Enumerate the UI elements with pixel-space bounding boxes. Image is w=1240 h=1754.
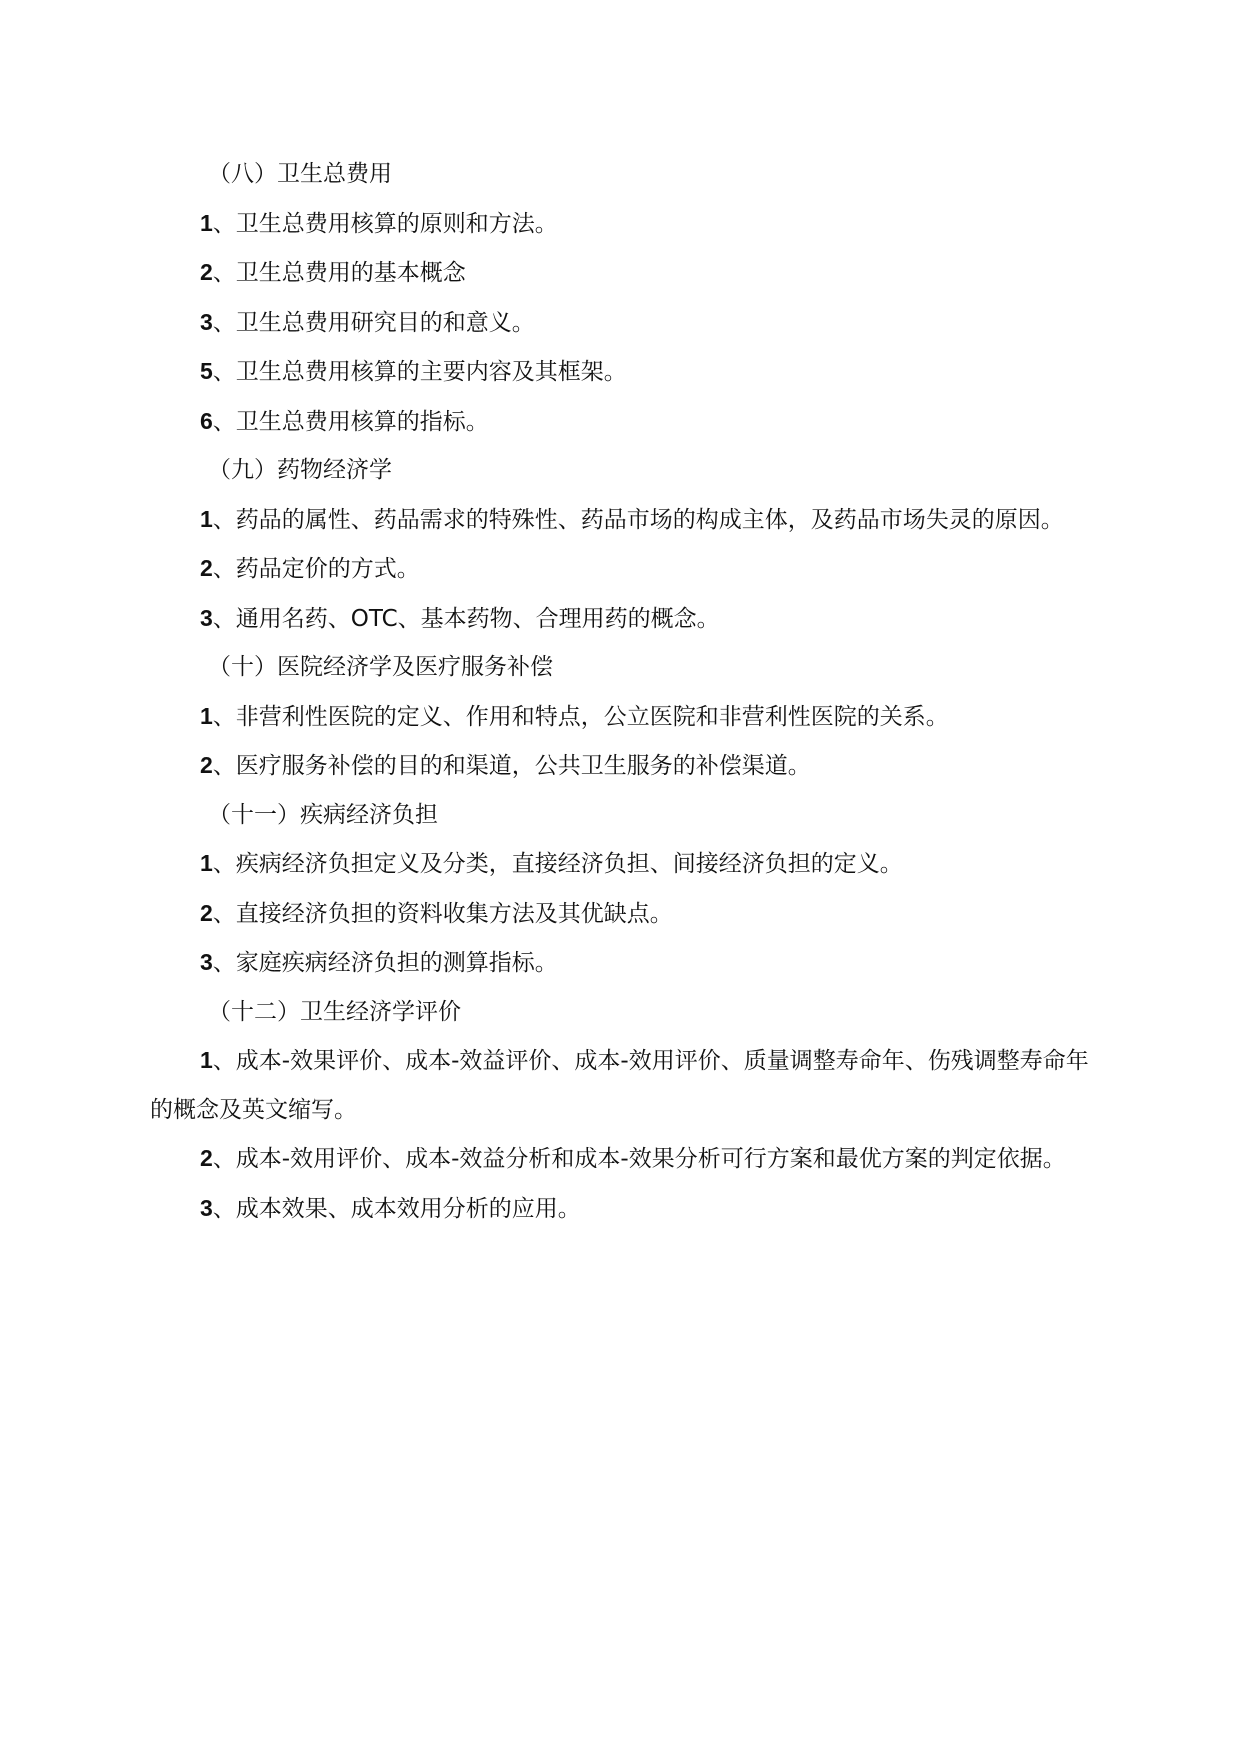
list-item (150, 1036, 1100, 1134)
item-text: 、家庭疾病经济负担的测算指标。 (212, 950, 558, 976)
item-text: 、成本效果、成本效用分析的应用。 (212, 1195, 581, 1222)
list-item (150, 1134, 1100, 1184)
item-text: 、药品的属性、药品需求的特殊性、药品市场的构成主体，及药品市场失灵的原因。 (212, 506, 1064, 533)
item-number: 2 (200, 752, 213, 778)
section-heading-10: （十）医院经济学及医疗服务补偿 (208, 654, 553, 680)
item-number: 1 (200, 1047, 213, 1073)
list-item (150, 248, 1100, 298)
item-number: 3 (200, 1194, 213, 1221)
item-text: 、成本-效用评价、成本-效益分析和成本-效果分析可行方案和最优方案的判定依据。 (212, 1146, 1066, 1172)
list-item (150, 692, 1100, 742)
list-item (150, 347, 1100, 397)
item-number: 2 (200, 1145, 213, 1171)
item-text: 、直接经济负担的资料收集方法及其优缺点。 (212, 900, 673, 927)
item-text: 、通用名药、OTC、基本药物、合理用药的概念。 (212, 605, 720, 632)
item-number: 1 (200, 209, 213, 236)
section-heading-11: （十一）疾病经济负担 (208, 801, 438, 828)
list-item (150, 298, 1100, 348)
item-number: 3 (200, 949, 213, 975)
section-heading-8: （八）卫生总费用 (208, 161, 392, 187)
list-item (150, 889, 1100, 939)
item-text: 、成本-效果评价、成本-效益评价、成本-效用评价、质量调整寿命年、伤残调整寿命年的概念及英文缩写。 (150, 1048, 1089, 1123)
item-number: 2 (200, 899, 213, 926)
item-number: 1 (200, 850, 213, 876)
section-heading-12: （十二）卫生经济学评价 (208, 998, 461, 1025)
item-number: 3 (200, 308, 213, 335)
item-text: 、非营利性医院的定义、作用和特点，公立医院和非营利性医院的关系。 (212, 703, 949, 730)
item-number: 2 (200, 555, 213, 581)
item-text: 、疾病经济负担定义及分类，直接经济负担、间接经济负担的定义。 (212, 851, 903, 877)
section-heading-9: （九）药物经济学 (208, 457, 392, 483)
item-text: 、药品定价的方式。 (212, 556, 420, 582)
list-item (150, 397, 1100, 447)
list-item (150, 1184, 1100, 1234)
document-body (150, 150, 1100, 1233)
item-text: 、卫生总费用核算的主要内容及其框架。 (212, 359, 627, 385)
item-number: 1 (200, 505, 213, 532)
item-text: 、卫生总费用研究目的和意义。 (212, 309, 535, 336)
item-text: 、卫生总费用核算的原则和方法。 (212, 210, 558, 237)
list-item (150, 495, 1100, 545)
list-item (150, 741, 1100, 791)
item-text: 、卫生总费用的基本概念 (212, 260, 466, 286)
list-item (150, 938, 1100, 988)
item-number: 1 (200, 702, 213, 729)
list-item (150, 594, 1100, 644)
list-item (150, 839, 1100, 889)
item-number: 5 (200, 358, 213, 384)
item-text: 、卫生总费用核算的指标。 (212, 408, 489, 435)
item-number: 3 (200, 604, 213, 631)
item-text: 、医疗服务补偿的目的和渠道，公共卫生服务的补偿渠道。 (212, 753, 811, 779)
item-number: 2 (200, 259, 213, 285)
list-item (150, 199, 1100, 249)
item-number: 6 (200, 407, 213, 434)
list-item (150, 544, 1100, 594)
